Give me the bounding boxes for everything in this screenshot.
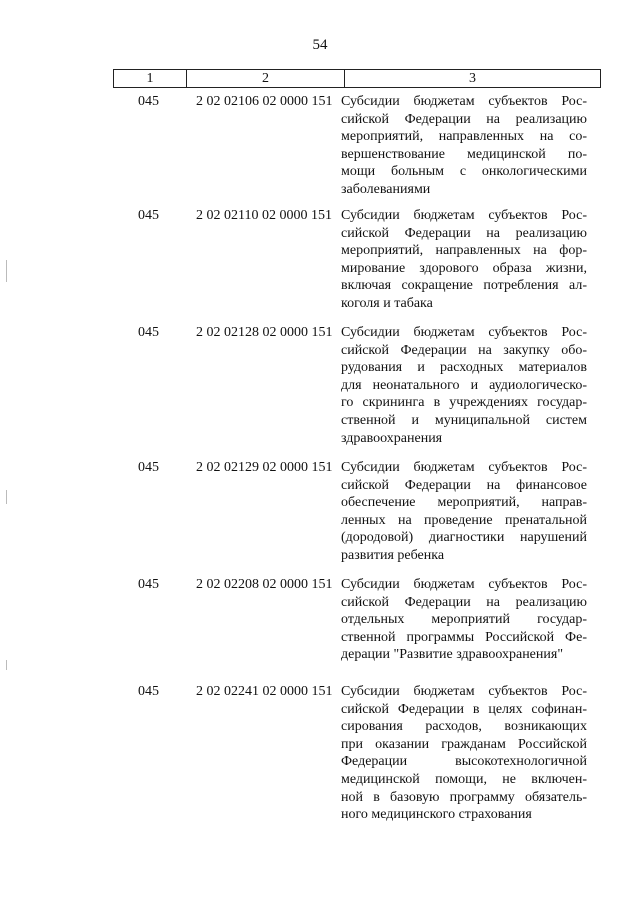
description-line: сийской Федерации на закупку обо- [341,342,587,358]
description-line: развития ребенка [341,547,445,563]
scan-edge-mark [6,260,7,282]
description-line: ленных на проведение пренатальной [341,512,587,528]
description-line: мощи больным с онкологическими [341,164,587,180]
admin-code: 045 [138,325,159,340]
admin-code: 045 [138,208,159,223]
description-line: здравоохранения [341,430,443,446]
description-line: Субсидии бюджетам субъектов Рос- [341,577,587,592]
description-line: мероприятий, направленных на со- [341,129,587,145]
description-line: Субсидии бюджетам субъектов Рос- [341,94,587,109]
admin-code: 045 [138,577,159,592]
description [341,459,587,565]
description-line: ственной программы Российской Фе- [341,629,587,645]
description-line: Субсидии бюджетам субъектов Рос- [341,325,587,340]
admin-code: 045 [138,684,159,699]
description-line: сийской Федерации на реализацию [341,594,587,610]
admin-code: 045 [138,460,159,475]
description-line: отдельных мероприятий государ- [341,612,587,628]
description-line: медицинской помощи, не включен- [341,771,587,787]
budget-code: 2 02 02208 02 0000 151 [196,577,333,592]
description-line: ственной и муниципальной систем [341,412,587,428]
description-line: включая сокращение потребления ал- [341,278,587,294]
description [341,683,587,824]
description-line: Федерации высокотехнологичной [341,754,587,770]
description-line: при оказании гражданам Российской [341,736,587,752]
description-line: сийской Федерации на реализацию [341,111,587,127]
description-line: обеспечение мероприятий, направ- [341,495,587,511]
description-line: дерации "Развитие здравоохранения" [341,647,564,663]
description-line: Субсидии бюджетам субъектов Рос- [341,460,587,475]
budget-code: 2 02 02106 02 0000 151 [196,94,333,109]
admin-code: 045 [138,94,159,109]
description-line: мероприятий, направленных на фор- [341,243,587,259]
description-line: Субсидии бюджетам субъектов Рос- [341,208,587,223]
description-line: ной в базовую программу обязатель- [341,789,587,805]
description-line: сирования расходов, возникающих [341,719,587,735]
budget-code: 2 02 02129 02 0000 151 [196,460,333,475]
page-number: 54 [312,37,328,53]
description-line: вершенствование медицинской по- [341,146,587,162]
description-line: рудования и расходных материалов [341,360,587,376]
budget-code: 2 02 02241 02 0000 151 [196,684,333,699]
description-line: го скрининга в учреждениях государ- [341,395,587,411]
description-line: Субсидии бюджетам субъектов Рос- [341,684,587,699]
description [341,576,587,664]
description-line: заболеваниями [341,181,431,197]
description [341,93,587,199]
description-line: коголя и табака [341,295,433,311]
scan-edge-mark [6,660,7,670]
scan-edge-mark [6,490,7,504]
budget-code: 2 02 02110 02 0000 151 [196,208,332,223]
column-header-1: 1 [114,70,187,87]
description-line: для неонатального и аудиологическо- [341,377,587,393]
table-header [113,69,601,88]
description-line: (дородовой) диагностики нарушений [341,530,587,546]
budget-code: 2 02 02128 02 0000 151 [196,325,333,340]
description-line: сийской Федерации на финансовое [341,477,587,493]
description [341,207,587,313]
description-line: ного медицинского страхования [341,807,532,823]
column-header-3: 3 [469,71,476,86]
description-line: сийской Федерации в целях софинан- [341,701,587,717]
column-header-2: 2 [187,70,345,87]
description-line: сийской Федерации на реализацию [341,225,587,241]
description-line: мирование здорового образа жизни, [341,260,587,276]
description [341,324,587,447]
